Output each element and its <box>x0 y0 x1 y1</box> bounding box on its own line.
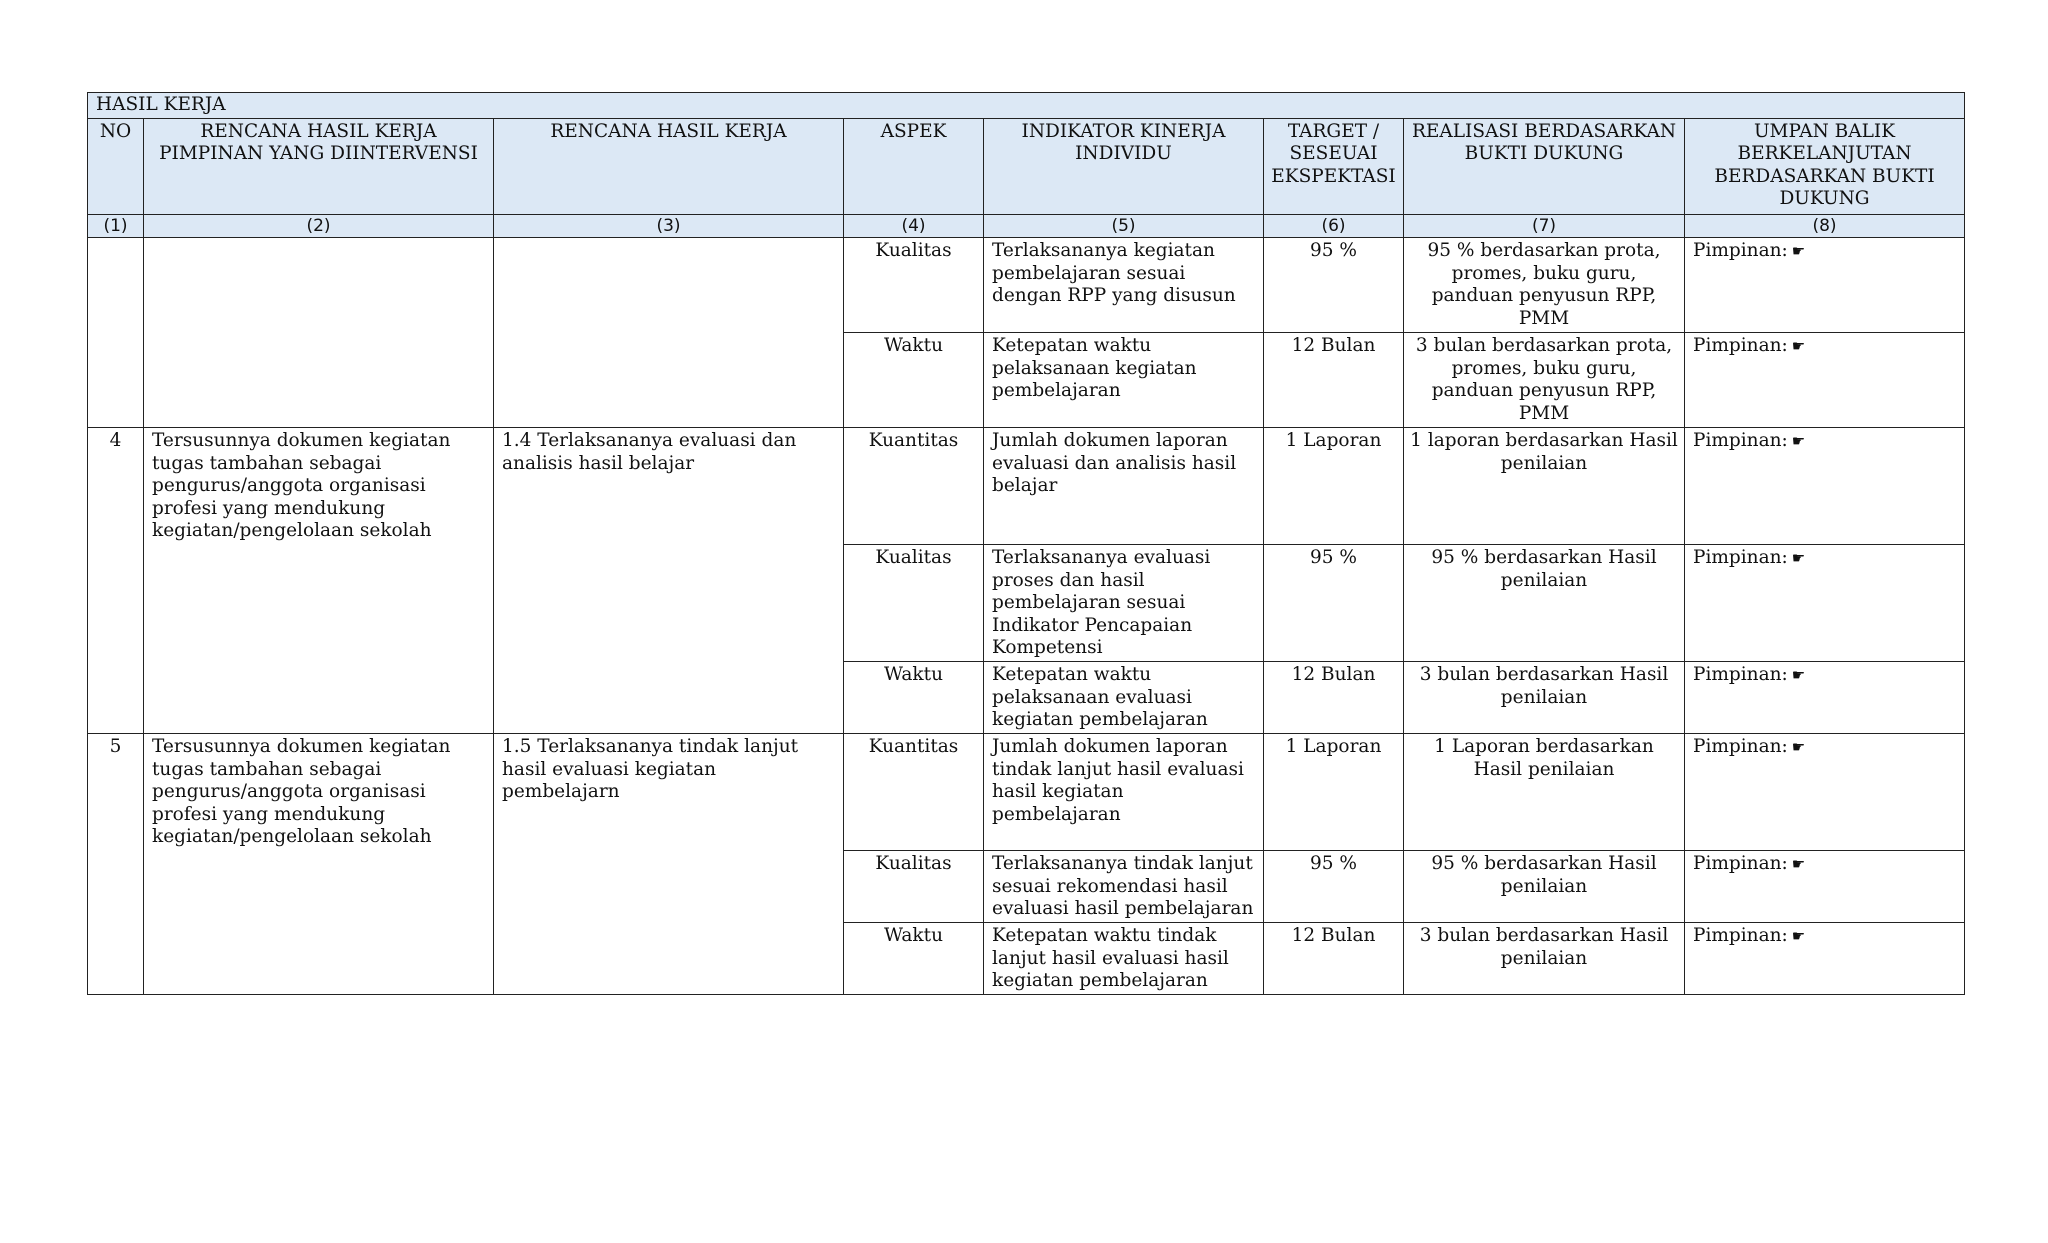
column-number: (2) <box>144 214 494 238</box>
cell-indikator: Ketepatan waktu tindak lanjut hasil evaluasi hasil kegiatan pembelajaran <box>984 923 1264 995</box>
cell-rhk: 1.5 Terlaksananya tindak lanjut hasil evaluasi kegiatan pembelajarn <box>494 734 844 995</box>
cell-aspek: Kualitas <box>844 851 984 923</box>
feedback-label: Pimpinan: <box>1693 736 1788 757</box>
pointing-hand-icon: ☛ <box>1791 927 1806 945</box>
table-title: HASIL KERJA <box>88 93 1965 119</box>
table-title-row <box>88 93 1965 119</box>
pointing-hand-icon: ☛ <box>1791 855 1806 873</box>
cell-aspek: Kuantitas <box>844 428 984 545</box>
cell-indikator: Jumlah dokumen laporan tindak lanjut hasil evaluasi hasil kegiatan pembelajaran <box>984 734 1264 851</box>
cell-umpan-balik <box>1685 923 1965 995</box>
feedback-label: Pimpinan: <box>1693 430 1788 451</box>
document-sheet <box>87 92 1964 995</box>
cell-realisasi: 3 bulan berdasarkan Hasil penilaian <box>1404 923 1685 995</box>
feedback-label: Pimpinan: <box>1693 547 1788 568</box>
cell-realisasi: 3 bulan berdasarkan prota, promes, buku guru, panduan penyusun RPP, PMM <box>1404 333 1685 428</box>
cell-aspek: Waktu <box>844 333 984 428</box>
column-number: (3) <box>494 214 844 238</box>
column-number-row <box>88 214 1965 238</box>
cell-aspek: Waktu <box>844 923 984 995</box>
cell-realisasi: 3 bulan berdasarkan Hasil penilaian <box>1404 662 1685 734</box>
column-number: (8) <box>1685 214 1965 238</box>
cell-rhk-pimpinan: Tersusunnya dokumen kegiatan tugas tambahan sebagai pengurus/anggota organisasi profesi yang mendukung kegiatan/pengelolaan sekolah <box>144 428 494 734</box>
cell-aspek: Kualitas <box>844 545 984 662</box>
pointing-hand-icon: ☛ <box>1791 337 1806 355</box>
cell-realisasi: 95 % berdasarkan Hasil penilaian <box>1404 545 1685 662</box>
header-umpan-balik: UMPAN BALIK BERKELANJUTAN BERDASARKAN BUKTI DUKUNG <box>1685 118 1965 214</box>
header-rhk: RENCANA HASIL KERJA <box>494 118 844 214</box>
cell-indikator: Terlaksananya kegiatan pembelajaran sesuai dengan RPP yang disusun <box>984 238 1264 333</box>
column-number: (1) <box>88 214 144 238</box>
cell-umpan-balik <box>1685 662 1965 734</box>
cell-rhk: 1.4 Terlaksananya evaluasi dan analisis hasil belajar <box>494 428 844 734</box>
pointing-hand-icon: ☛ <box>1791 549 1806 567</box>
feedback-label: Pimpinan: <box>1693 853 1788 874</box>
cell-rhk-pimpinan: Tersusunnya dokumen kegiatan tugas tambahan sebagai pengurus/anggota organisasi profesi yang mendukung kegiatan/pengelolaan sekolah <box>144 734 494 995</box>
column-number: (4) <box>844 214 984 238</box>
pointing-hand-icon: ☛ <box>1791 432 1806 450</box>
table-row <box>88 238 1965 333</box>
cell-aspek: Kuantitas <box>844 734 984 851</box>
cell-umpan-balik <box>1685 734 1965 851</box>
cell-target: 95 % <box>1264 238 1404 333</box>
cell-target: 12 Bulan <box>1264 333 1404 428</box>
column-number: (5) <box>984 214 1264 238</box>
cell-aspek: Waktu <box>844 662 984 734</box>
table-row <box>88 734 1965 851</box>
cell-indikator: Terlaksananya evaluasi proses dan hasil pembelajaran sesuai Indikator Pencapaian Kompetensi <box>984 545 1264 662</box>
cell-indikator: Ketepatan waktu pelaksanaan evaluasi kegiatan pembelajaran <box>984 662 1264 734</box>
cell-rhk-pimpinan <box>144 238 494 428</box>
header-row <box>88 118 1965 214</box>
cell-target: 1 Laporan <box>1264 734 1404 851</box>
cell-target: 95 % <box>1264 851 1404 923</box>
cell-target: 12 Bulan <box>1264 662 1404 734</box>
feedback-label: Pimpinan: <box>1693 335 1788 356</box>
hasil-kerja-table <box>87 92 1965 995</box>
cell-realisasi: 95 % berdasarkan prota, promes, buku guru, panduan penyusun RPP, PMM <box>1404 238 1685 333</box>
header-indikator: INDIKATOR KINERJA INDIVIDU <box>984 118 1264 214</box>
table-row <box>88 428 1965 545</box>
cell-umpan-balik <box>1685 428 1965 545</box>
cell-umpan-balik <box>1685 545 1965 662</box>
header-realisasi: REALISASI BERDASARKAN BUKTI DUKUNG <box>1404 118 1685 214</box>
header-no: NO <box>88 118 144 214</box>
feedback-label: Pimpinan: <box>1693 240 1788 261</box>
cell-no: 5 <box>88 734 144 995</box>
pointing-hand-icon: ☛ <box>1791 738 1806 756</box>
cell-realisasi: 1 laporan berdasarkan Hasil penilaian <box>1404 428 1685 545</box>
cell-no <box>88 238 144 428</box>
cell-indikator: Jumlah dokumen laporan evaluasi dan analisis hasil belajar <box>984 428 1264 545</box>
column-number: (6) <box>1264 214 1404 238</box>
pointing-hand-icon: ☛ <box>1791 666 1806 684</box>
header-target: TARGET / SESEUAI EKSPEKTASI <box>1264 118 1404 214</box>
cell-rhk <box>494 238 844 428</box>
header-rhk-pimpinan: RENCANA HASIL KERJA PIMPINAN YANG DIINTERVENSI <box>144 118 494 214</box>
feedback-label: Pimpinan: <box>1693 925 1788 946</box>
cell-realisasi: 95 % berdasarkan Hasil penilaian <box>1404 851 1685 923</box>
header-aspek: ASPEK <box>844 118 984 214</box>
cell-indikator: Terlaksananya tindak lanjut sesuai rekomendasi hasil evaluasi hasil pembelajaran <box>984 851 1264 923</box>
cell-aspek: Kualitas <box>844 238 984 333</box>
pointing-hand-icon: ☛ <box>1791 242 1806 260</box>
cell-target: 1 Laporan <box>1264 428 1404 545</box>
cell-no: 4 <box>88 428 144 734</box>
cell-umpan-balik <box>1685 238 1965 333</box>
cell-umpan-balik <box>1685 333 1965 428</box>
column-number: (7) <box>1404 214 1685 238</box>
feedback-label: Pimpinan: <box>1693 664 1788 685</box>
cell-target: 95 % <box>1264 545 1404 662</box>
cell-realisasi: 1 Laporan berdasarkan Hasil penilaian <box>1404 734 1685 851</box>
cell-umpan-balik <box>1685 851 1965 923</box>
cell-target: 12 Bulan <box>1264 923 1404 995</box>
cell-indikator: Ketepatan waktu pelaksanaan kegiatan pembelajaran <box>984 333 1264 428</box>
